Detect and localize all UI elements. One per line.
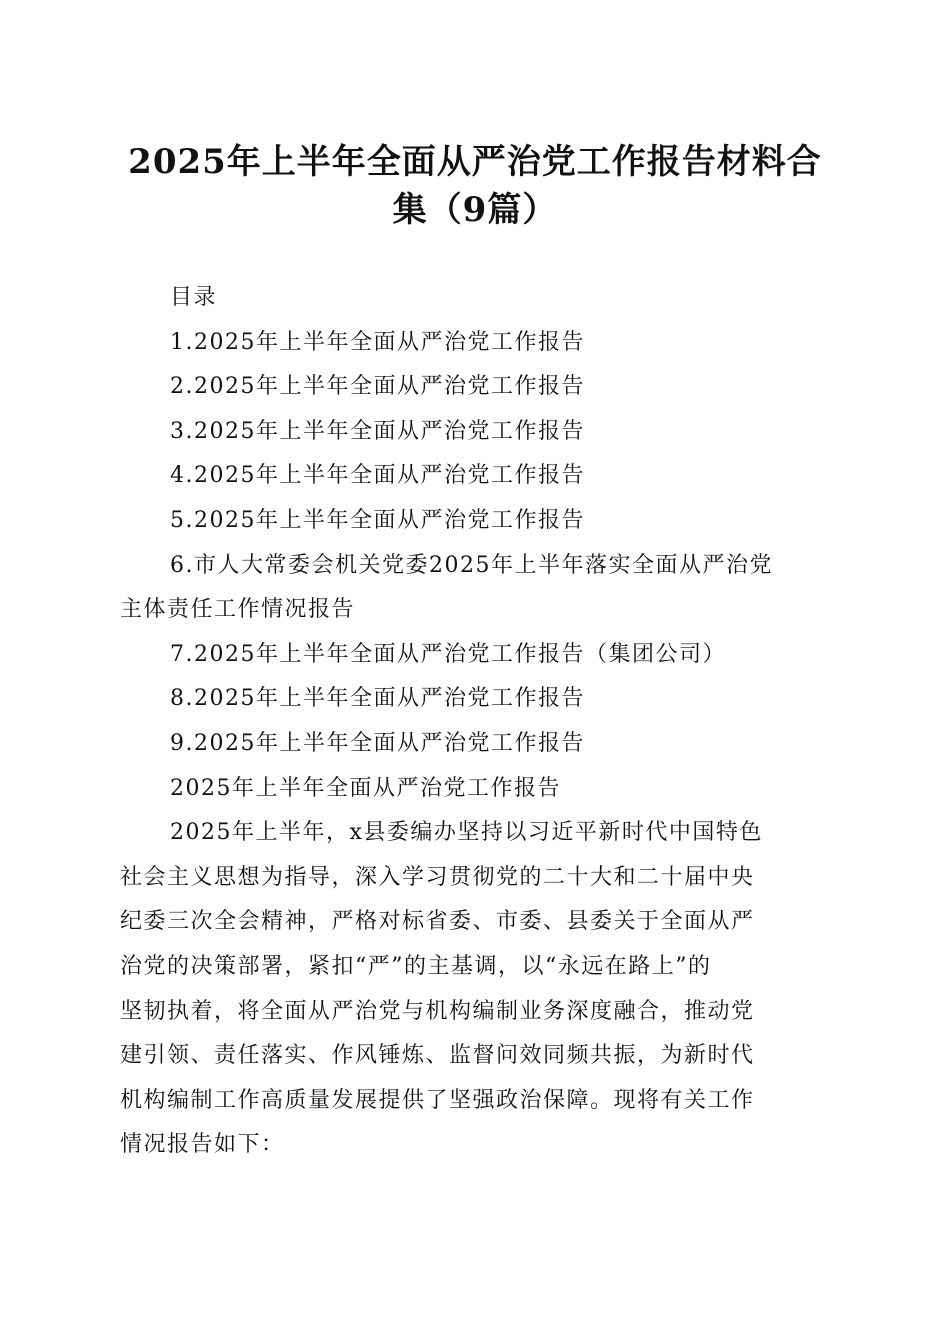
toc-item: 6.市人大常委会机关党委2025年上半年落实全面从严治党 [170,552,773,578]
table-of-contents [120,321,825,767]
paragraph-line: 机构编制工作高质量发展提供了坚强政治保障。现将有关工作 [120,1087,755,1113]
toc-item-continuation: 主体责任工作情况报告 [120,597,356,623]
paragraph-line: 纪委三次全会精神，严格对标省委、市委、县委关于全面从严 [120,909,755,935]
toc-item: 3.2025年上半年全面从严治党工作报告 [170,418,585,444]
paragraph-line: 治党的决策部署，紧扣“严”的主基调，以“永远在路上”的 [120,953,712,979]
document-body [120,276,825,1168]
toc-item: 5.2025年上半年全面从严治党工作报告 [170,507,585,533]
toc-item: 1.2025年上半年全面从严治党工作报告 [170,329,585,355]
title-line-2: 集（9篇） [392,190,558,230]
title-line-1: 2025年上半年全面从严治党工作报告材料合 [128,142,822,182]
paragraph-line: 2025年上半年，x县委编办坚持以习近平新时代中国特色 [170,820,763,846]
paragraph-line: 社会主义思想为指导，深入学习贯彻党的二十大和二十届中央 [120,864,755,890]
paragraph-line: 建引领、责任落实、作风锤炼、监督问效同频共振，为新时代 [120,1043,755,1069]
toc-item: 8.2025年上半年全面从严治党工作报告 [170,686,585,712]
toc-item: 2.2025年上半年全面从严治党工作报告 [170,374,585,400]
document-title [120,138,830,234]
toc-item: 4.2025年上半年全面从严治党工作报告 [170,463,585,489]
toc-heading: 目录 [170,285,218,310]
section-heading: 2025年上半年全面从严治党工作报告 [170,775,561,801]
toc-item: 9.2025年上半年全面从严治党工作报告 [170,730,585,756]
paragraph-line: 坚韧执着，将全面从严治党与机构编制业务深度融合，推动党 [120,998,755,1024]
paragraph-line: 情况报告如下： [120,1132,285,1158]
toc-item: 7.2025年上半年全面从严治党工作报告（集团公司） [170,641,726,667]
body-paragraph [120,811,825,1168]
